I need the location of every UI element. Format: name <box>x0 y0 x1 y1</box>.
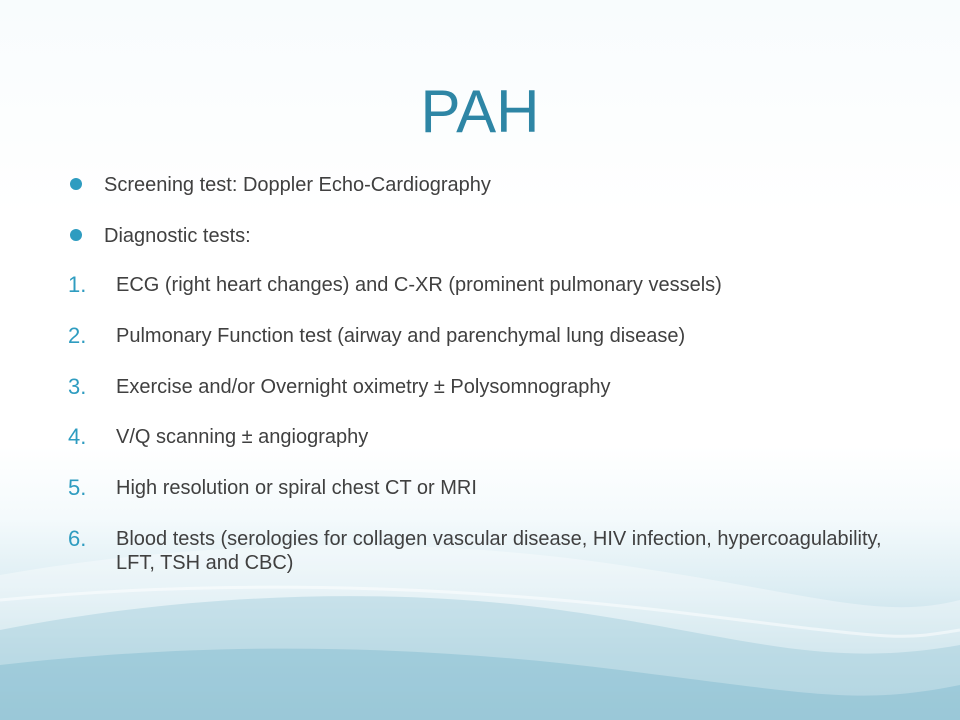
numbered-item <box>68 526 908 575</box>
bullet-text: Diagnostic tests: <box>104 225 251 247</box>
item-number: 3. <box>68 374 87 399</box>
bullet-dot-icon <box>70 229 82 241</box>
item-number: 5. <box>68 475 87 500</box>
item-text: High resolution or spiral chest CT or MRI <box>116 477 477 499</box>
item-number: 1. <box>68 272 87 297</box>
bullet-text: Screening test: Doppler Echo-Cardiography <box>104 174 491 196</box>
numbered-item <box>68 323 908 349</box>
item-text: Pulmonary Function test (airway and parenchymal lung disease) <box>116 325 686 347</box>
numbered-item <box>68 374 908 400</box>
item-text: V/Q scanning ± angiography <box>116 426 369 448</box>
slide-title: PAH <box>420 78 540 145</box>
background-wave-decoration <box>0 480 960 720</box>
numbered-item <box>68 424 908 450</box>
item-text: Exercise and/or Overnight oximetry ± Polysomnography <box>116 376 611 398</box>
item-number: 6. <box>68 526 87 551</box>
bullet-item <box>70 224 251 248</box>
numbered-item <box>68 475 908 501</box>
item-number: 2. <box>68 323 87 348</box>
item-text: ECG (right heart changes) and C-XR (prominent pulmonary vessels) <box>116 274 722 296</box>
bullet-dot-icon <box>70 178 82 190</box>
bullet-item <box>70 173 491 197</box>
item-text: Blood tests (serologies for collagen vascular disease, HIV infection, hypercoagulability, LFT, TSH and CBC) <box>116 528 882 574</box>
numbered-item <box>68 272 908 298</box>
item-number: 4. <box>68 424 87 449</box>
